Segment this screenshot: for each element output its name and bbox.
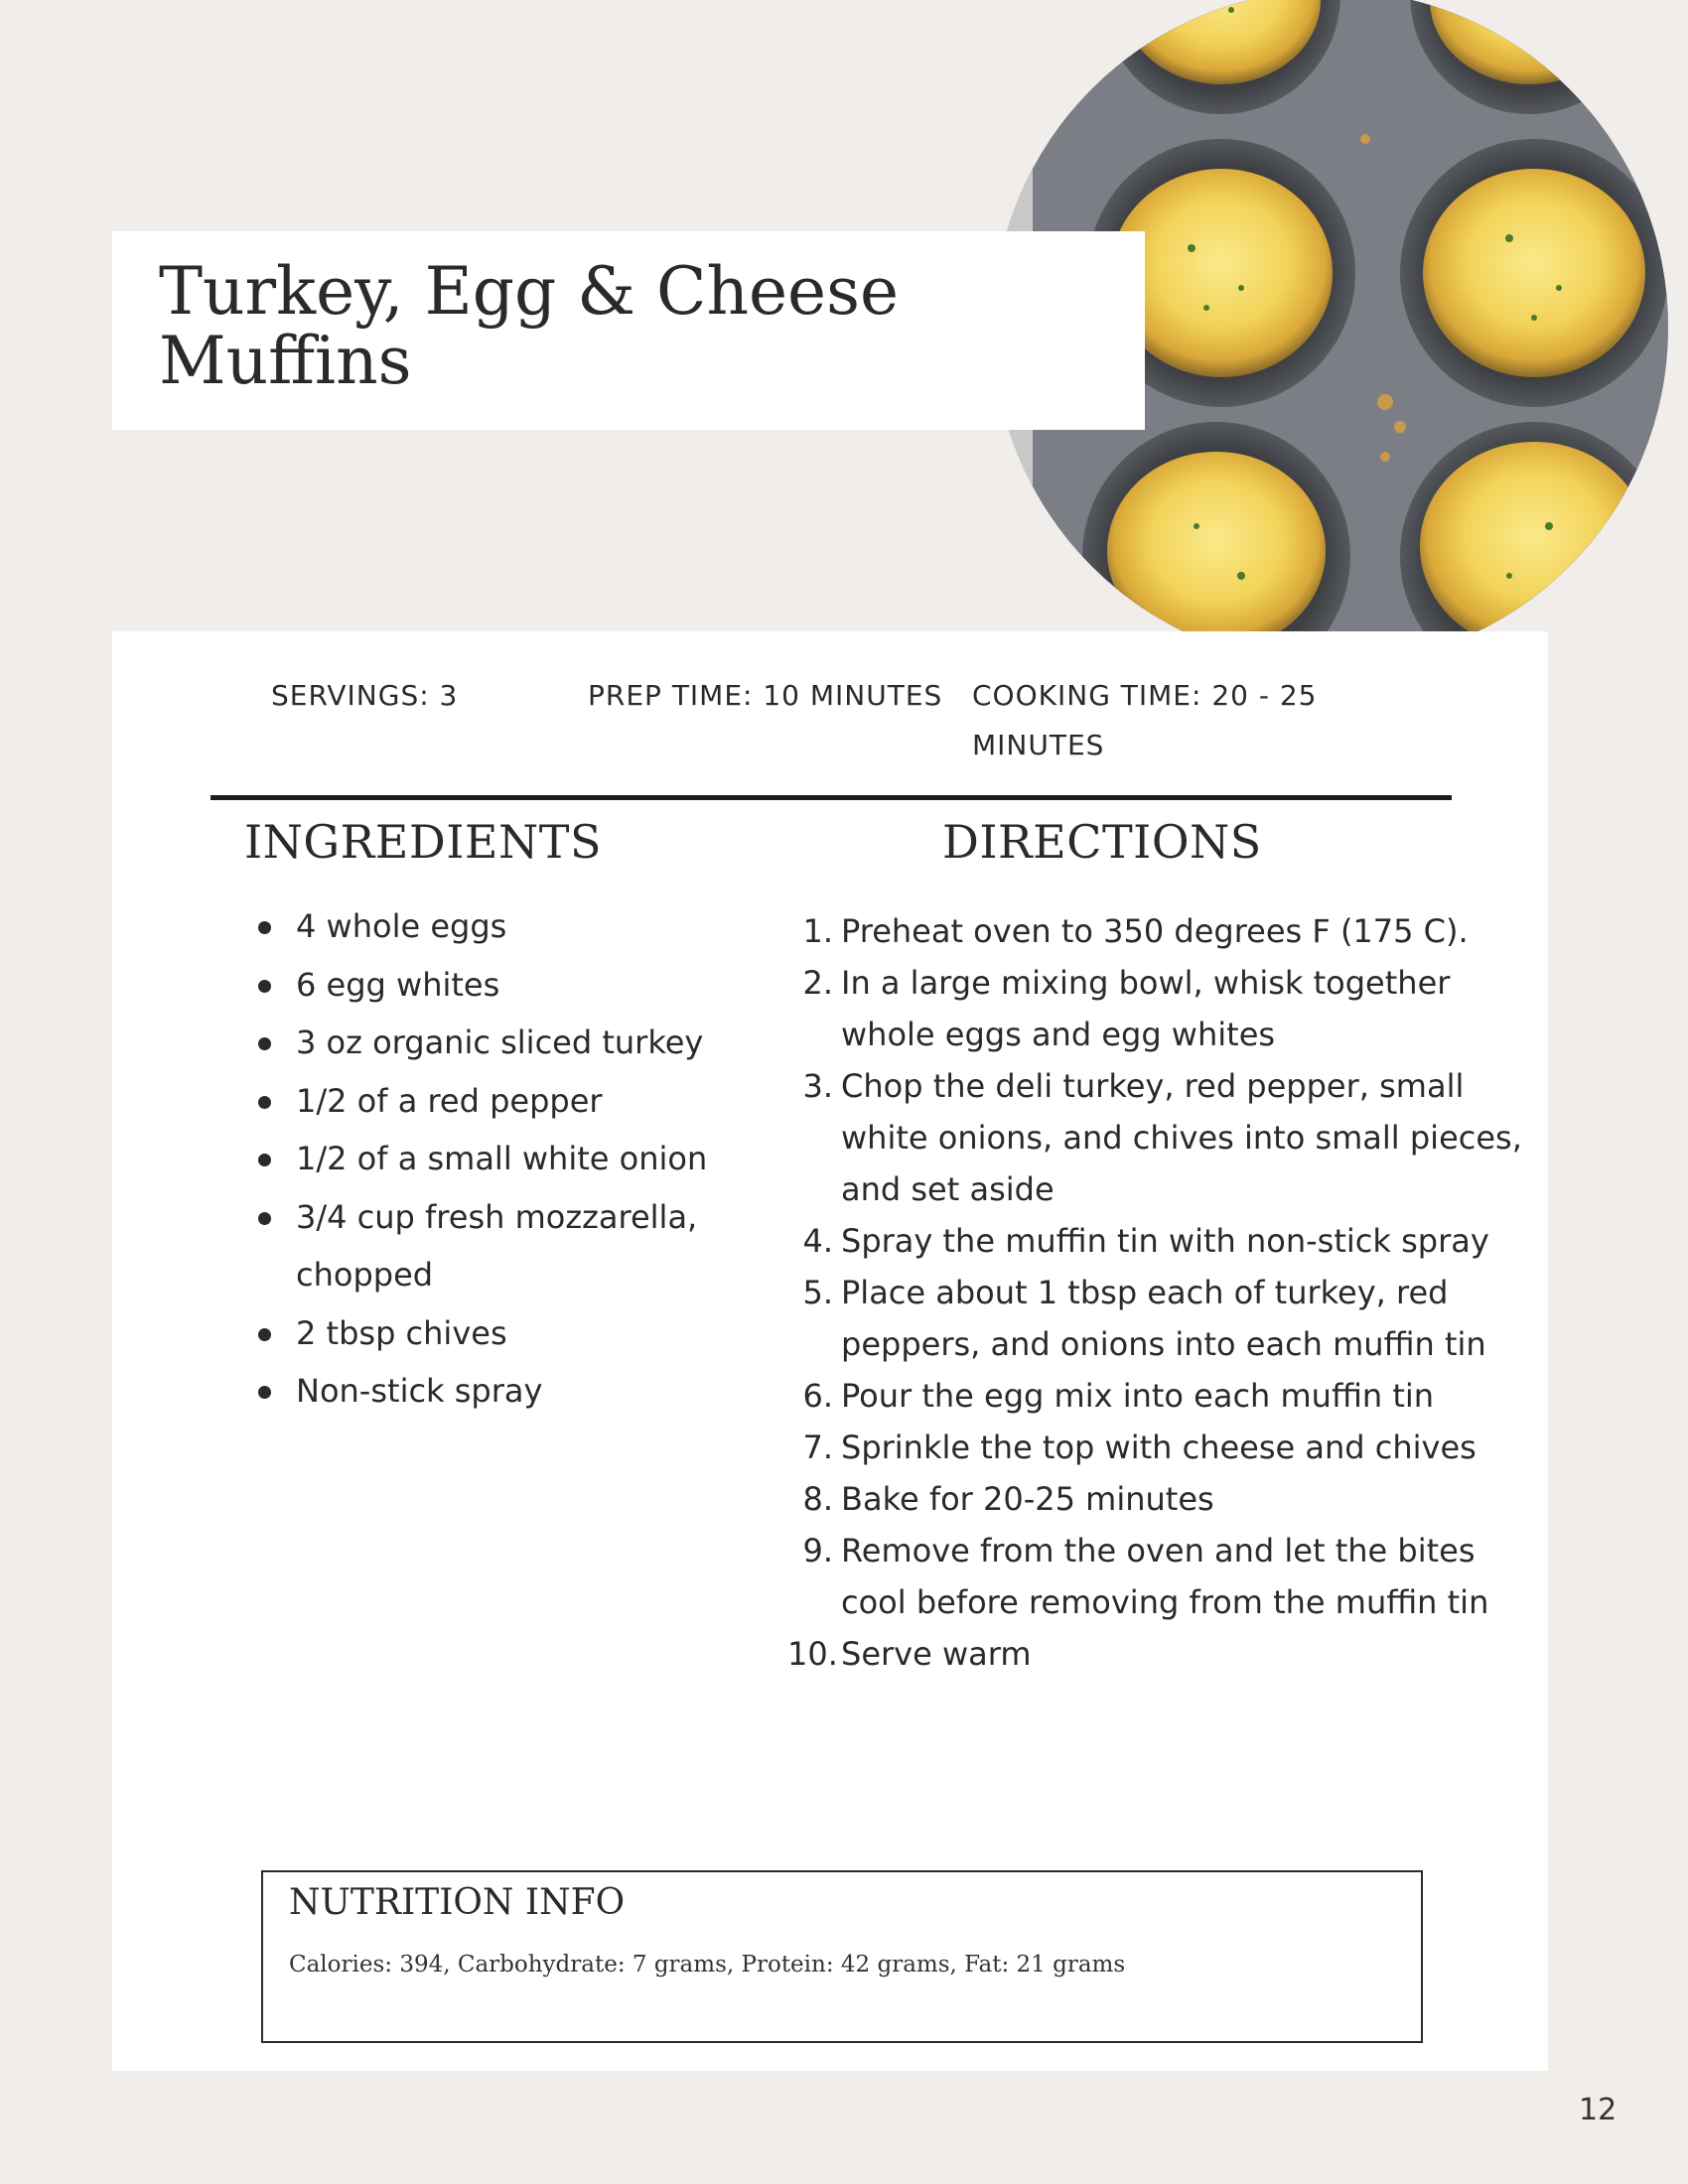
ingredient-item [256, 956, 812, 1015]
step-text: In a large mixing bowl, whisk together whole eggs and egg whites [841, 964, 1451, 1053]
step-text: Serve warm [841, 1635, 1032, 1673]
ingredient-item [256, 897, 812, 956]
section-divider [211, 795, 1452, 800]
prep-time-label: PREP TIME: 10 MINUTES [588, 679, 943, 712]
ingredient-item [256, 1072, 812, 1131]
page-title: Turkey, Egg & Cheese Muffins [159, 253, 900, 399]
ingredient-item [256, 1362, 812, 1421]
step-number: 9. [802, 1532, 833, 1570]
nutrition-box [261, 1870, 1423, 2043]
step-text: Preheat oven to 350 degrees F (175 C). [841, 912, 1469, 950]
step-number: 2. [802, 964, 833, 1002]
step-text: Chop the deli turkey, red pepper, small white onions, and chives into small pieces, and set aside [841, 1067, 1522, 1208]
bullet-icon [258, 921, 271, 934]
ingredient-text: Non-stick spray [296, 1372, 543, 1410]
step-text: Remove from the oven and let the bites cool before removing from the muffin tin [841, 1532, 1489, 1621]
directions-list [787, 905, 1522, 1680]
ingredient-text: 3 oz organic sliced turkey [296, 1024, 704, 1061]
nutrition-heading: NUTRITION INFO [289, 1882, 626, 1923]
nutrition-text: Calories: 394, Carbohydrate: 7 grams, Protein: 42 grams, Fat: 21 grams [289, 1952, 1126, 1978]
step-number: 6. [802, 1377, 833, 1415]
title-banner [112, 231, 1145, 430]
bullet-icon [258, 1212, 271, 1225]
direction-step [787, 957, 1522, 1060]
direction-step [787, 905, 1522, 957]
step-text: Bake for 20-25 minutes [841, 1480, 1214, 1518]
ingredient-text: 1/2 of a small white onion [296, 1140, 708, 1177]
bullet-icon [258, 1037, 271, 1050]
direction-step [787, 1060, 1522, 1215]
recipe-card [112, 631, 1548, 2071]
page-number: 12 [1579, 2093, 1618, 2127]
direction-step [787, 1422, 1522, 1473]
direction-step [787, 1525, 1522, 1628]
step-text: Sprinkle the top with cheese and chives [841, 1429, 1477, 1466]
step-text: Spray the muffin tin with non-stick spray [841, 1222, 1489, 1260]
ingredient-text: 3/4 cup fresh mozzarella, chopped [296, 1197, 698, 1294]
step-number: 5. [802, 1274, 833, 1311]
bullet-icon [258, 1328, 271, 1341]
ingredient-text: 2 tbsp chives [296, 1313, 507, 1352]
cooking-time-label: COOKING TIME: 20 - 25 MINUTES [972, 679, 1318, 761]
step-number: 8. [802, 1480, 833, 1518]
direction-step [787, 1370, 1522, 1422]
ingredient-text: 6 egg whites [296, 965, 500, 1004]
directions-heading: DIRECTIONS [942, 815, 1262, 869]
direction-step [787, 1628, 1522, 1680]
direction-step [787, 1215, 1522, 1267]
ingredient-item [256, 1304, 812, 1363]
step-number: 4. [802, 1222, 833, 1260]
ingredient-text: 1/2 of a red pepper [296, 1081, 603, 1120]
ingredient-item [256, 1014, 812, 1072]
ingredient-text: 4 whole eggs [296, 907, 507, 945]
step-number: 7. [802, 1429, 833, 1466]
ingredients-list [256, 897, 812, 1421]
step-number: 3. [802, 1067, 833, 1105]
step-text: Pour the egg mix into each muffin tin [841, 1377, 1435, 1415]
ingredients-heading: INGREDIENTS [244, 815, 602, 869]
bullet-icon [258, 980, 271, 993]
bullet-icon [258, 1096, 271, 1109]
direction-step [787, 1473, 1522, 1525]
step-number: 10. [787, 1635, 838, 1673]
bullet-icon [258, 1154, 271, 1166]
ingredient-item [256, 1130, 812, 1188]
ingredient-item [256, 1188, 713, 1304]
direction-step [787, 1267, 1522, 1370]
step-text: Place about 1 tbsp each of turkey, red peppers, and onions into each muffin tin [841, 1274, 1486, 1363]
bullet-icon [258, 1386, 271, 1399]
servings-label: SERVINGS: 3 [271, 679, 459, 712]
step-number: 1. [802, 912, 833, 950]
